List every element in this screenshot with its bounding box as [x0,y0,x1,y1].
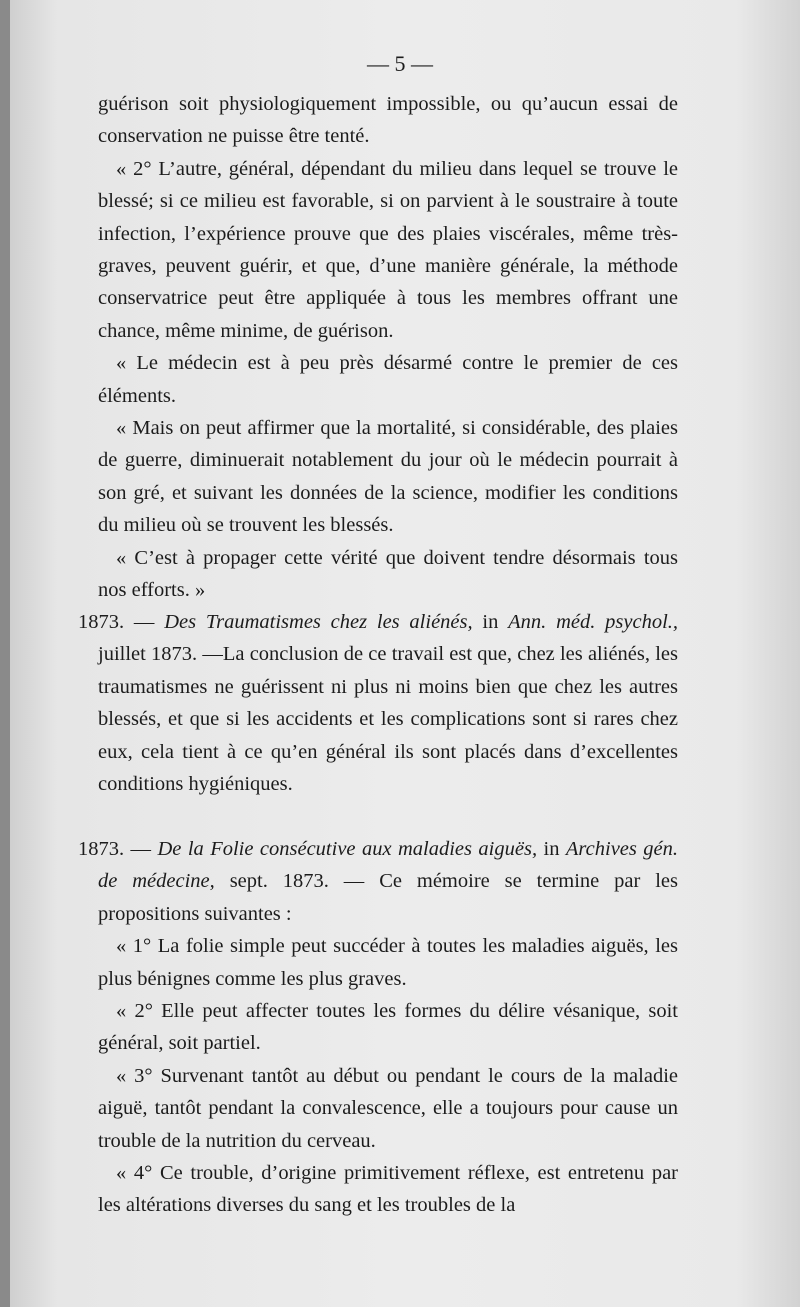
page-number: — 5 — [367,51,433,76]
paragraph: « Mais on peut affirmer que la mortalité, si considérable, des plaies de guerre, diminuerait notablement du jour où le médecin pourrait à son gré, et suivant les données de la science, modifier les conditions du milieu où se trouvent les blessés. [98,417,678,537]
entry-paragraph [78,833,679,930]
entry-paragraph [78,606,679,800]
proposition: « 4° Ce trouble, d’origine primitivement réflexe, est entretenu par les altérations diverses du sang et les troubles de la [98,1162,678,1217]
entry-description: juillet 1873. —La conclusion de ce travail est que, chez les aliénés, les traumatismes ne guérissent ni plus ni moins bien que chez les autres blessés, et que si les accidents et les complications sont si rares chez eux, cela tient à ce qu’en général ils sont placés dans d’excellentes conditions hygiéniques. [98,643,678,796]
entry-in: in [543,838,560,860]
proposition: « 1° La folie simple peut succéder à toutes les maladies aiguës, les plus bénignes comme les plus graves. [98,935,678,990]
entry-in: in [482,611,499,633]
paragraph: guérison soit physiologiquement impossible, ou qu’aucun essai de conservation ne puisse être tenté. [98,93,678,148]
proposition: « 3° Survenant tantôt au début ou pendant le cours de la maladie aiguë, tantôt pendant la convalescence, elle a toujours pour cause un trouble de la nutrition du cerveau. [98,1064,678,1152]
paragraph: « 2° L’autre, général, dépendant du milieu dans lequel se trouve le blessé; si ce milieu est favorable, si on parvient à le soustraire à toute infection, l’expérience prouve que des plaies viscérales, même très-graves, peuvent guérir, et que, d’une manière générale, la méthode conservatrice peut être appliquée à tous les membres offrant une chance, même minime, de guérison. [98,157,678,342]
bibliography-entry-2 [78,833,679,1222]
bibliography-entry-1 [78,606,679,800]
paragraph: « Le médecin est à peu près désarmé contre le premier de ces éléments. [98,352,678,407]
text-block-1 [98,88,678,607]
entry-journal: Archives gén. de médecine, [98,838,679,893]
entry-year: 1873. — [78,838,152,860]
entry-description: sept. 1873. — Ce mémoire se termine par les propositions suivantes : [98,870,679,925]
book-page [10,0,800,1307]
entry-year: 1873. — [78,611,155,633]
entry-title: De la Folie consécutive aux maladies aiguës, [157,838,538,860]
entry-title: Des Traumatismes chez les aliénés, [164,611,473,633]
proposition: « 2° Elle peut affecter toutes les formes du délire vésanique, soit général, soit partiel. [98,1000,678,1055]
entry-journal: Ann. méd. psychol., [508,611,679,633]
paragraph: « C’est à propager cette vérité que doivent tendre désormais tous nos efforts. » [98,546,678,602]
